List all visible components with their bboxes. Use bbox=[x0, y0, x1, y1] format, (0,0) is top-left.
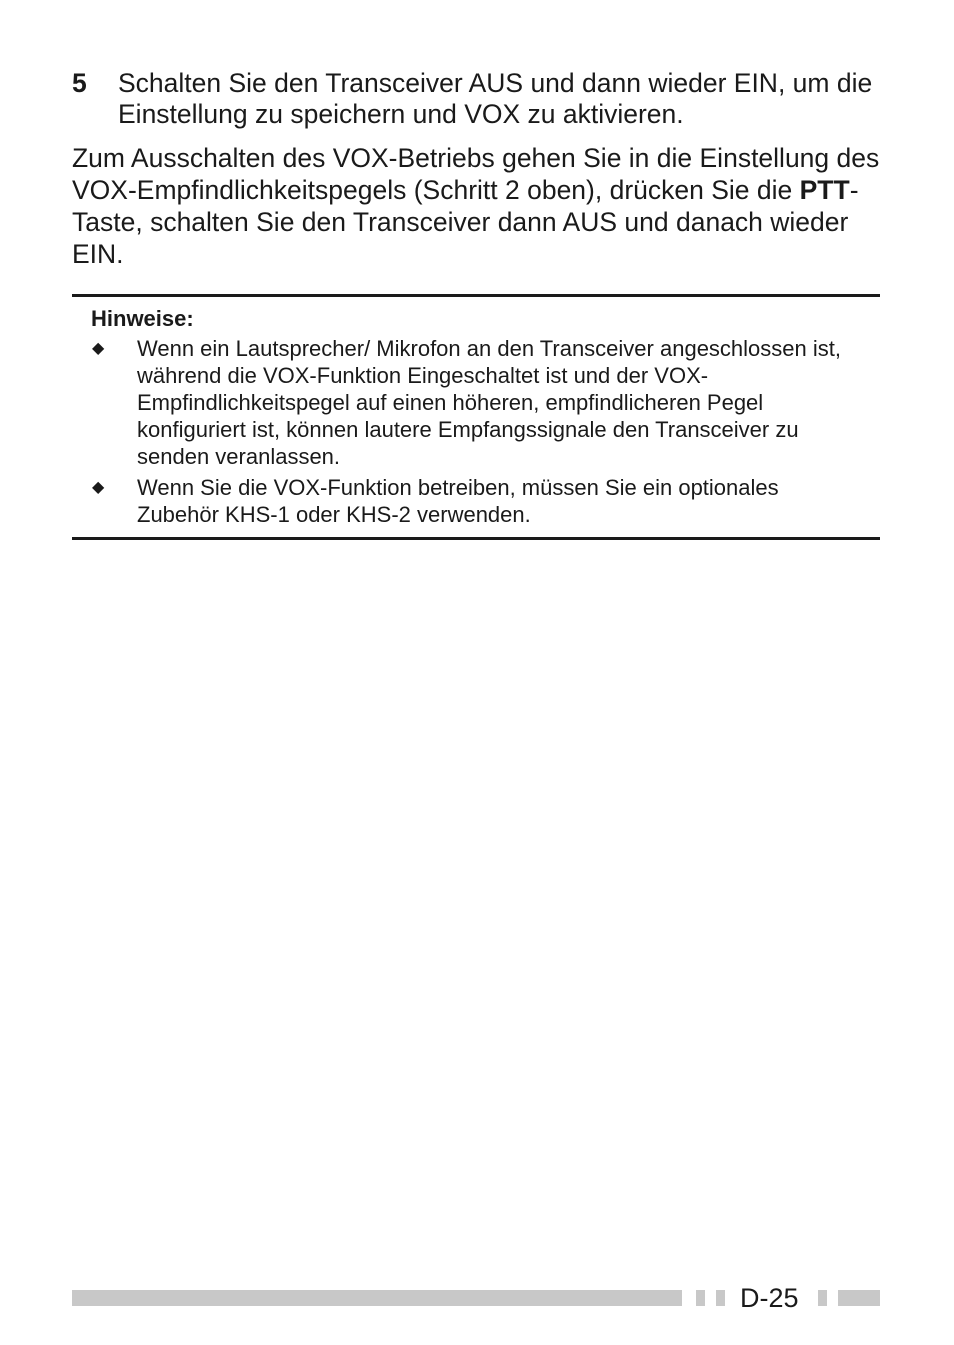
notes-list bbox=[91, 335, 861, 532]
footer-square-1 bbox=[696, 1290, 705, 1306]
paragraph-text-end: -Taste, schalten Sie den Transceiver dann AUS und danach wieder EIN. bbox=[72, 175, 859, 269]
step-5 bbox=[72, 68, 882, 130]
note-text: Wenn Sie die VOX-Funktion betreiben, müssen Sie ein optionales Zubehör KHS-1 oder KHS-2 verwenden. bbox=[137, 475, 779, 527]
footer-bar-right bbox=[838, 1290, 880, 1306]
step-text: Schalten Sie den Transceiver AUS und dann wieder EIN, um die Einstellung zu speichern und VOX zu aktivieren. bbox=[118, 68, 873, 129]
footer-square-3 bbox=[818, 1290, 827, 1306]
diamond-bullet-icon: ◆ bbox=[92, 479, 105, 496]
footer-square-2 bbox=[716, 1290, 725, 1306]
page-number: D-25 bbox=[740, 1283, 799, 1313]
note-item bbox=[91, 474, 861, 528]
note-item bbox=[91, 335, 861, 470]
paragraph-text-start: Zum Ausschalten des VOX-Betriebs gehen Sie in die Einstellung des VOX-Empfindlichkeitspegels (Schritt 2 oben), drücken Sie die bbox=[72, 143, 880, 205]
note-text: Wenn ein Lautsprecher/ Mikrofon an den Transceiver angeschlossen ist, während die VOX-Funktion Eingeschaltet ist und der VOX-Empfindlichkeitspegel auf einen höheren, empfindlicheren Pegel konfiguriert ist, können lautere Empfangssignale den Transceiver zu senden veranlassen. bbox=[137, 336, 841, 469]
vox-off-paragraph bbox=[72, 142, 884, 270]
ptt-key-label: PTT bbox=[799, 175, 850, 205]
notes-box bbox=[72, 294, 880, 540]
diamond-bullet-icon: ◆ bbox=[92, 340, 105, 357]
step-number: 5 bbox=[72, 68, 87, 98]
notes-title: Hinweise: bbox=[91, 306, 194, 331]
footer-bar-left bbox=[72, 1290, 682, 1306]
